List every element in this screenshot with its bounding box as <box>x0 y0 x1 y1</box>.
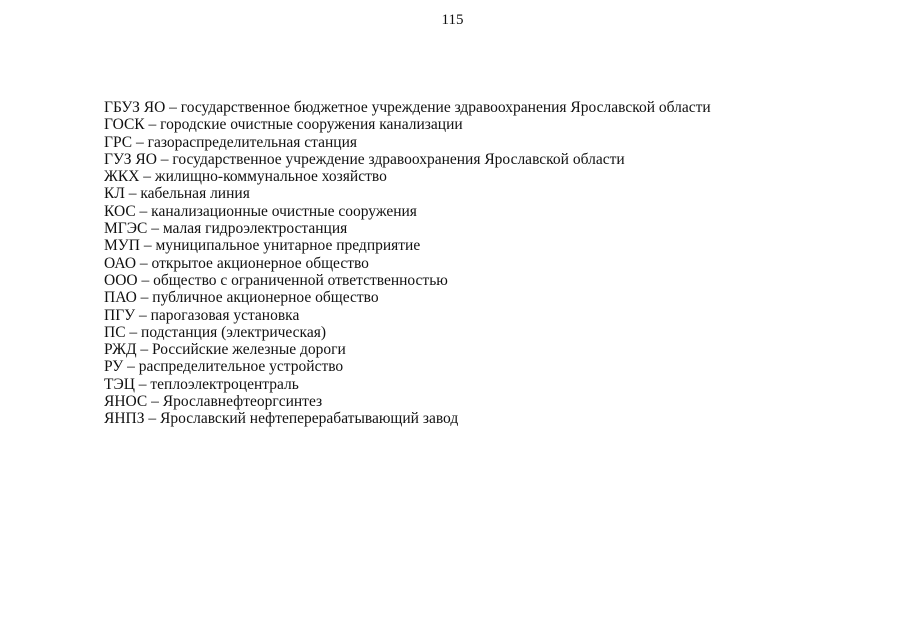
abbreviation-item: ГРС – газораспределительная станция <box>104 133 358 151</box>
abbreviation-item: МГЭС – малая гидроэлектростанция <box>104 220 348 238</box>
abbreviation-item: КОС – канализационные очистные сооружения <box>104 202 417 220</box>
abbreviation-item: РЖД – Российские железные дороги <box>104 341 346 359</box>
abbreviation-item: ГОСК – городские очистные сооружения канализации <box>104 116 463 134</box>
abbreviation-item: ЯНОС – Ярославнефтеоргсинтез <box>104 393 323 411</box>
abbreviation-item: ГУЗ ЯО – государственное учреждение здравоохранения Ярославской области <box>104 150 625 168</box>
abbreviation-item: ПГУ – парогазовая установка <box>104 306 300 324</box>
abbreviation-item: ПС – подстанция (электрическая) <box>104 323 327 341</box>
abbreviation-item: ЖКХ – жилищно-коммунальное хозяйство <box>104 168 387 186</box>
abbreviation-item: ЯНПЗ – Ярославский нефтеперерабатывающий завод <box>104 410 459 428</box>
abbreviation-item: РУ – распределительное устройство <box>104 358 344 376</box>
abbreviation-item: ООО – общество с ограниченной ответственностью <box>104 271 448 289</box>
abbreviation-item: ТЭЦ – теплоэлектроцентраль <box>104 375 299 393</box>
page-number: 115 <box>441 12 464 28</box>
abbreviation-item: ОАО – открытое акционерное общество <box>104 254 369 272</box>
abbreviation-item: КЛ – кабельная линия <box>104 185 250 203</box>
abbreviation-item: ПАО – публичное акционерное общество <box>104 289 379 307</box>
abbreviation-list <box>104 99 864 428</box>
abbreviation-item: МУП – муниципальное унитарное предприятие <box>104 237 421 255</box>
abbreviation-item: ГБУЗ ЯО – государственное бюджетное учреждение здравоохранения Ярославской области <box>104 99 711 116</box>
